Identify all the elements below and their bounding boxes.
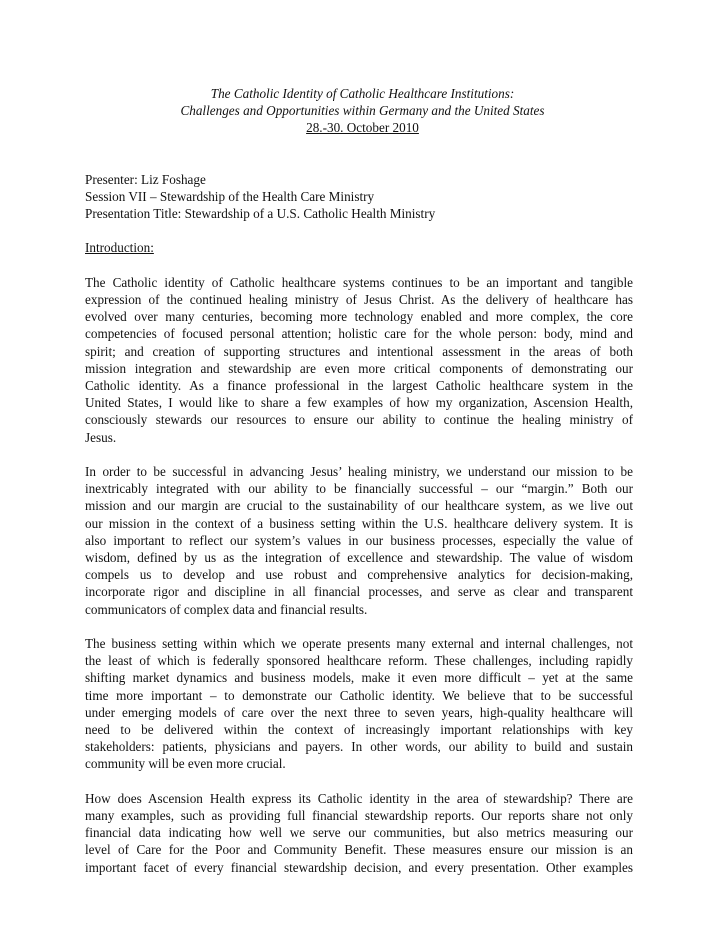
presenter-line: Presenter: Liz Foshage bbox=[85, 171, 206, 187]
paragraph-line: compels us to develop and use robust and comprehensive analytics for decision-making, bbox=[85, 567, 633, 583]
body-paragraphs bbox=[85, 274, 640, 876]
paragraph-line: Catholic identity. As a finance professional in the largest Catholic healthcare system in the bbox=[85, 378, 633, 394]
paragraph-1 bbox=[85, 274, 640, 446]
presentation-title-line: Presentation Title: Stewardship of a U.S. Catholic Health Ministry bbox=[85, 206, 436, 222]
paragraph-line: our mission in the context of a business setting within the U.S. healthcare delivery system. It is bbox=[85, 515, 633, 531]
paragraph-line: mission and our margin are crucial to the sustainability of our healthcare system, as we live out bbox=[85, 498, 633, 514]
paragraph-line: How does Ascension Health express its Catholic identity in the area of stewardship? There are bbox=[85, 790, 633, 806]
paragraph-line: The business setting within which we operate presents many external and internal challenges, not bbox=[85, 636, 633, 652]
paragraph-line: Jesus. bbox=[85, 429, 117, 445]
presentation-meta bbox=[85, 171, 640, 223]
paragraph-line: financial data indicating how well we serve our communities, but also metrics measuring our bbox=[85, 825, 633, 841]
paragraph-line: shifting market dynamics and business models, make it even more difficult – yet at the same bbox=[85, 670, 633, 686]
paragraph-line: In order to be successful in advancing Jesus’ healing ministry, we understand our mission to be bbox=[85, 464, 633, 480]
paragraph-line: competencies of focused personal attention; holistic care for the whole person: body, mind and bbox=[85, 326, 633, 342]
paragraph-line: communicators of complex data and financial results. bbox=[85, 601, 368, 617]
paragraph-line: community will be even more crucial. bbox=[85, 756, 286, 772]
paragraph-line: spirit; and creation of supporting structures and intentional assessment in the areas of both bbox=[85, 343, 633, 359]
paragraph-line: wisdom, defined by us as the integration of excellence and stewardship. The value of wisdom bbox=[85, 550, 633, 566]
section-heading-introduction: Introduction: bbox=[85, 240, 154, 256]
paragraph-line: under emerging models of care over the next three to seven years, high-quality healthcare will bbox=[85, 704, 633, 720]
paragraph-line: The Catholic identity of Catholic healthcare systems continues to be an important and tangible bbox=[85, 274, 633, 290]
session-line: Session VII – Stewardship of the Health Care Ministry bbox=[85, 188, 375, 204]
document-header bbox=[85, 85, 640, 137]
paragraph-line: important facet of every financial stewardship decision, and every presentation. Other examples bbox=[85, 859, 633, 875]
conference-dates: 28.-30. October 2010 bbox=[306, 120, 419, 136]
paragraph-line: expression of the continued healing ministry of Jesus Christ. As the delivery of healthcare has bbox=[85, 292, 633, 307]
paragraph-4 bbox=[85, 790, 640, 876]
paragraph-line: stakeholders: patients, physicians and payers. In other words, our ability to build and sustain bbox=[85, 739, 633, 755]
paragraph-line: the least of which is federally sponsored healthcare reform. These challenges, including rapidly bbox=[85, 653, 633, 669]
paragraph-line: time more important – to demonstrate our Catholic identity. We believe that to be successful bbox=[85, 687, 633, 703]
title-line-1: The Catholic Identity of Catholic Healthcare Institutions: bbox=[210, 86, 515, 101]
paragraph-3 bbox=[85, 635, 640, 773]
paragraph-line: evolved over many centuries, becoming more technology enabled and more complex, the core bbox=[85, 309, 633, 325]
paragraph-line: level of Care for the Poor and Community Benefit. These measures ensure our mission is an bbox=[85, 842, 633, 858]
paragraph-line: inextricably integrated with our ability to be financially successful – our “margin.” Both our bbox=[85, 481, 633, 497]
paragraph-line: many examples, such as providing full financial stewardship reports. Our reports share not only bbox=[85, 808, 633, 824]
paragraph-line: incorporate rigor and discipline in all financial processes, and serve as clear and transparent bbox=[85, 584, 633, 600]
paragraph-line: also important to reflect our system’s values in our business processes, especially the value of bbox=[85, 532, 633, 548]
paragraph-line: mission integration and stewardship are even more critical components of demonstrating our bbox=[85, 360, 633, 376]
paragraph-line: need to be delivered within the context of increasingly important relationships with key bbox=[85, 722, 633, 738]
paragraph-line: consciously stewards our resources to ensure our ability to continue the healing ministry of bbox=[85, 412, 633, 428]
title-line-2: Challenges and Opportunities within Germany and the United States bbox=[180, 103, 545, 119]
document-body bbox=[85, 85, 640, 876]
paragraph-2 bbox=[85, 463, 640, 618]
paragraph-line: United States, I would like to share a few examples of how my organization, Ascension Health, bbox=[85, 395, 633, 411]
